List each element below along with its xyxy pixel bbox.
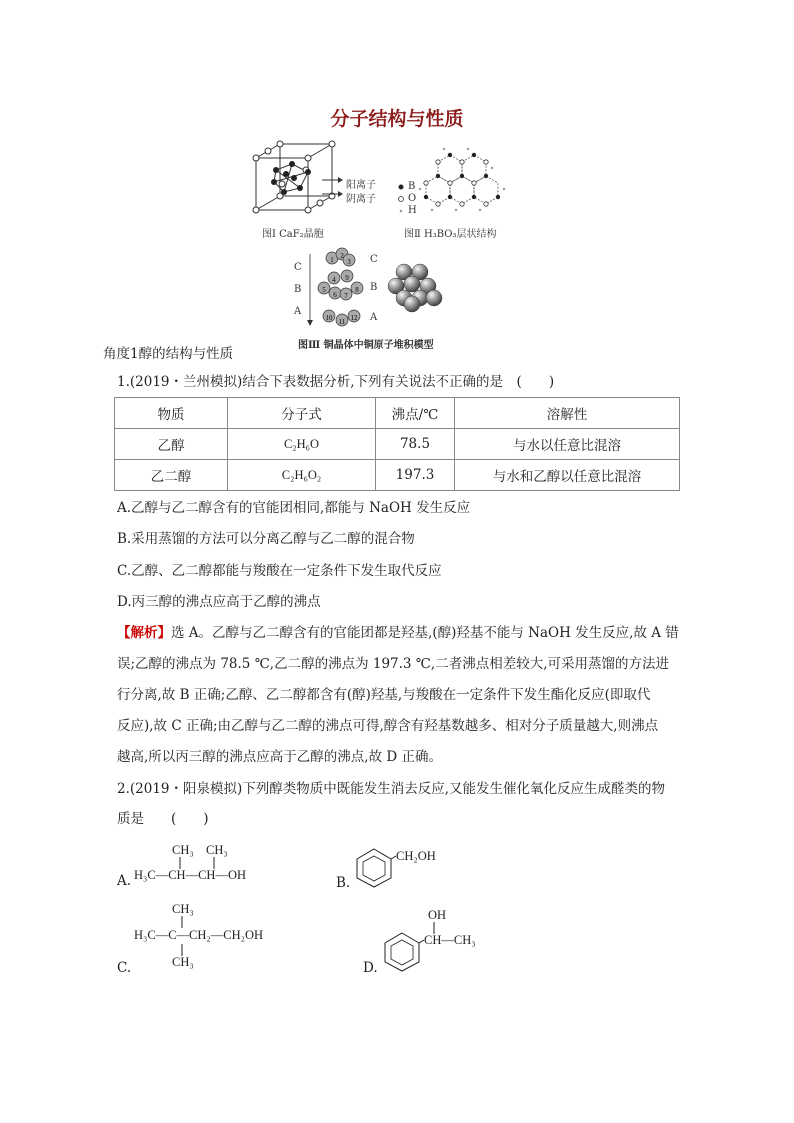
atom-number-label: 4 bbox=[332, 276, 336, 284]
atom-number-label: 5 bbox=[322, 286, 326, 294]
analysis-line: 误;乙醇的沸点为 78.5 ℃,乙二醇的沸点为 197.3 ℃,二者沸点相差较大,可采用蒸馏的方法进 bbox=[117, 656, 669, 672]
q2-option-c-label: C. bbox=[117, 960, 132, 976]
copper-cluster-model bbox=[382, 262, 446, 314]
analysis-line: 行分离,故 B 正确;乙醇、乙二醇都含有(醇)羟基,与羧酸在一定条件下发生酯化反应(即取代 bbox=[117, 687, 651, 703]
analysis-tag: 【解析】 bbox=[117, 625, 171, 641]
benzene-ring-b bbox=[352, 846, 396, 890]
atom-number-label: 12 bbox=[350, 314, 358, 322]
table-cell: C₂H₆O₂ bbox=[228, 460, 376, 491]
table-cell: 乙二醇 bbox=[115, 460, 228, 491]
structure-c-top-methyl: CH₃ bbox=[172, 902, 194, 916]
layer-b-left: B bbox=[294, 284, 302, 295]
structure-b-substituent: CH₂OH bbox=[396, 849, 436, 863]
legend-o-label: O bbox=[408, 193, 417, 204]
structure-d-bond bbox=[428, 921, 440, 935]
atom-number-label: 3 bbox=[347, 258, 351, 266]
table-header-row bbox=[115, 398, 680, 429]
q1-analysis bbox=[117, 618, 687, 773]
structure-c-main: H₃C—C—CH₂—CH₂OH bbox=[134, 928, 264, 942]
table-cell: 与水和乙醇以任意比混溶 bbox=[455, 460, 680, 491]
q1-data-table bbox=[114, 397, 680, 491]
structure-a-main: H₃C—CH—CH—OH bbox=[134, 868, 247, 882]
cation-label: 阳离子 bbox=[346, 180, 376, 191]
fig1-caption: 图Ⅰ CaF₂晶胞 bbox=[262, 229, 324, 240]
atom-number-label: 10 bbox=[325, 314, 333, 322]
anion-label: 阴离子 bbox=[346, 194, 376, 205]
structure-a-methyl1: CH₃ bbox=[172, 843, 194, 857]
analysis-line: 选 A。乙醇与乙二醇含有的官能团都是羟基,(醇)羟基不能与 NaOH 发生反应,故 A 错 bbox=[171, 625, 679, 641]
q1-stem: 1.(2019・兰州模拟)结合下表数据分析,下列有关说法不正确的是 ( ) bbox=[117, 374, 555, 390]
layer-a-right: A bbox=[370, 312, 378, 323]
legend-b-label: B bbox=[408, 181, 416, 192]
atom-number-label: 6 bbox=[333, 291, 337, 299]
table-row bbox=[115, 460, 680, 491]
atom-number-label: 7 bbox=[344, 292, 348, 300]
fig2-caption: 图Ⅱ H₃BO₃层状结构 bbox=[404, 229, 497, 240]
q1-option-a: A.乙醇与乙二醇含有的官能团相同,都能与 NaOH 发生反应 bbox=[117, 500, 471, 516]
layer-c-right: C bbox=[370, 254, 378, 265]
layer-c-left: C bbox=[294, 262, 302, 273]
atom-number-label: 9 bbox=[345, 274, 349, 282]
q2-option-b-label: B. bbox=[336, 875, 351, 891]
atom-number-label: 8 bbox=[355, 286, 359, 294]
atom-number-label: 1 bbox=[330, 256, 334, 264]
table-cell: 197.3 bbox=[376, 460, 455, 491]
layer-a-left: A bbox=[294, 306, 302, 317]
structure-d-main: CH—CH₃ bbox=[424, 933, 476, 947]
h3bo3-legend-markers bbox=[396, 182, 406, 218]
table-row bbox=[115, 429, 680, 460]
q1-option-c: C.乙醇、乙二醇都能与羧酸在一定条件下发生取代反应 bbox=[117, 563, 442, 579]
structure-c-bottom-methyl: CH₃ bbox=[172, 955, 194, 969]
table-header: 物质 bbox=[115, 398, 228, 429]
atom-number-label: 11 bbox=[338, 318, 346, 326]
table-cell: 78.5 bbox=[376, 429, 455, 460]
table-cell: 与水以任意比混溶 bbox=[455, 429, 680, 460]
q1-option-d: D.丙三醇的沸点应高于乙醇的沸点 bbox=[117, 594, 321, 610]
table-header: 溶解性 bbox=[455, 398, 680, 429]
q2-option-d-label: D. bbox=[363, 960, 378, 976]
analysis-line: 反应),故 C 正确;由乙醇与乙二醇的沸点可得,醇含有羟基数越多、相对分子质量越大,则沸点 bbox=[117, 718, 659, 734]
benzene-ring-d bbox=[380, 930, 424, 974]
q2-option-a-label: A. bbox=[117, 873, 132, 889]
atom-number-label: 2 bbox=[340, 252, 344, 260]
layer-b-right: B bbox=[370, 282, 378, 293]
analysis-line: 越高,所以丙三醇的沸点应高于乙醇的沸点,故 D 正确。 bbox=[117, 749, 442, 765]
structure-a-bonds bbox=[170, 856, 220, 870]
q2-stem-line1: 2.(2019・阳泉模拟)下列醇类物质中既能发生消去反应,又能发生催化氧化反应生成醛类的物 bbox=[117, 781, 666, 797]
legend-h-label: H bbox=[408, 205, 417, 216]
q2-stem-line2: 质是 ( ) bbox=[117, 811, 209, 827]
table-cell: C₂H₆O bbox=[228, 429, 376, 460]
table-header: 分子式 bbox=[228, 398, 376, 429]
section-heading: 角度1醇的结构与性质 bbox=[103, 346, 234, 362]
page-title: 分子结构与性质 bbox=[330, 108, 464, 130]
structure-d-hydroxyl: OH bbox=[428, 908, 447, 922]
q1-option-b: B.采用蒸馏的方法可以分离乙醇与乙二醇的混合物 bbox=[117, 531, 415, 547]
structure-a-methyl2: CH₃ bbox=[206, 843, 228, 857]
fig3-caption: 图Ⅲ 铜晶体中铜原子堆积模型 bbox=[298, 340, 434, 351]
table-header: 沸点/℃ bbox=[376, 398, 455, 429]
structure-c-bonds bbox=[176, 915, 188, 957]
table-cell: 乙醇 bbox=[115, 429, 228, 460]
